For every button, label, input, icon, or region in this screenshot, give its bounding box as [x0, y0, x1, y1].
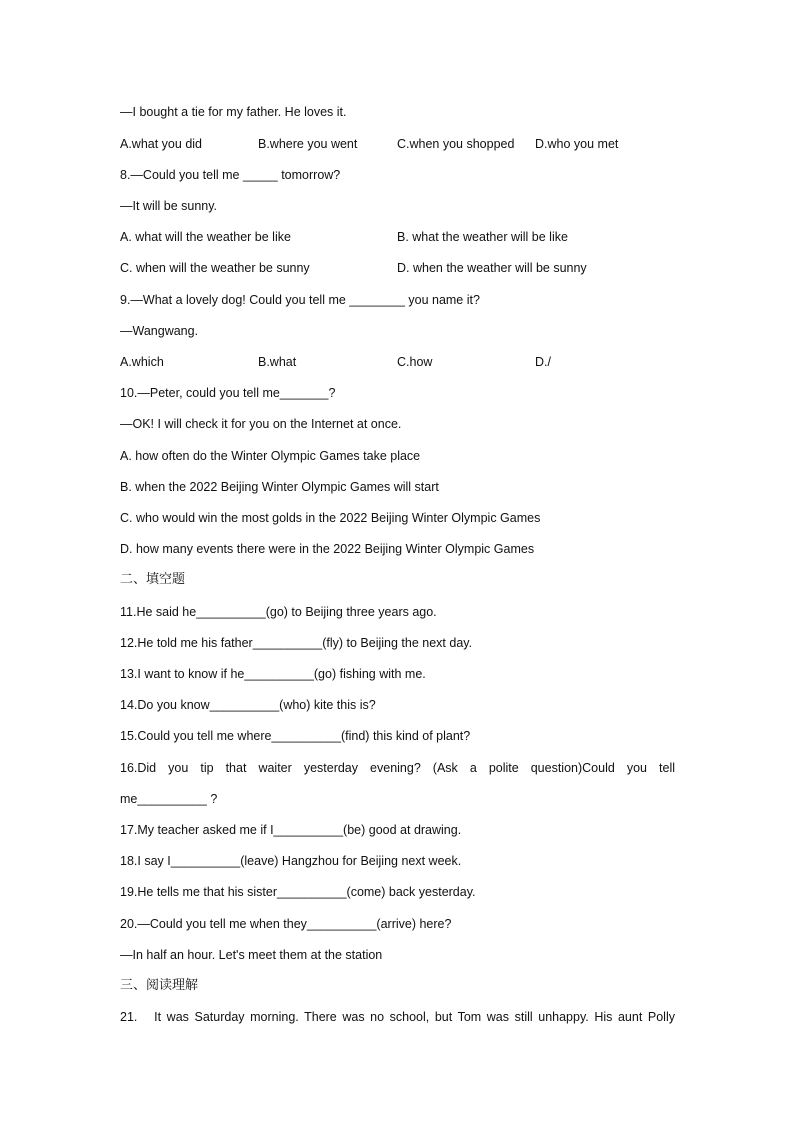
- fill-q16-line2: me__________ ?: [120, 792, 218, 806]
- q9-question: 9.—What a lovely dog! Could you tell me ________ you name it?: [120, 293, 480, 307]
- fill-q20-question: 20.—Could you tell me when they__________(arrive) here?: [120, 917, 452, 931]
- q10-answer: —OK! I will check it for you on the Internet at once.: [120, 417, 402, 431]
- reading-q21-text: 21. It was Saturday morning. There was no school, but Tom was still unhappy. His aunt Polly: [120, 1010, 675, 1024]
- q7-option-b: B.where you went: [258, 137, 358, 151]
- fill-q11: 11.He said he__________(go) to Beijing three years ago.: [120, 605, 437, 619]
- fill-q17: 17.My teacher asked me if I__________(be) good at drawing.: [120, 823, 462, 837]
- fill-q20-answer: —In half an hour. Let's meet them at the station: [120, 948, 383, 962]
- q8-question: 8.—Could you tell me _____ tomorrow?: [120, 168, 341, 182]
- q7-option-a: A.what you did: [120, 137, 202, 151]
- fill-q15: 15.Could you tell me where__________(find) this kind of plant?: [120, 729, 471, 743]
- fill-q16-line1: 16.Did you tip that waiter yesterday evening? (Ask a polite question)Could you tell: [120, 761, 675, 775]
- section-reading-heading: 三、阅读理解: [120, 978, 199, 993]
- q9-option-b: B.what: [258, 355, 297, 369]
- q7-option-c: C.when you shopped: [397, 137, 515, 151]
- q7-option-d: D.who you met: [535, 137, 619, 151]
- fill-q13: 13.I want to know if he__________(go) fishing with me.: [120, 667, 426, 681]
- q8-option-d: D. when the weather will be sunny: [397, 261, 587, 275]
- q10-question: 10.—Peter, could you tell me_______?: [120, 386, 336, 400]
- fill-q19: 19.He tells me that his sister__________(come) back yesterday.: [120, 885, 476, 899]
- q8-option-b: B. what the weather will be like: [397, 230, 568, 244]
- q10-option-c: C. who would win the most golds in the 2022 Beijing Winter Olympic Games: [120, 511, 541, 525]
- q8-option-c: C. when will the weather be sunny: [120, 261, 310, 275]
- q10-option-a: A. how often do the Winter Olympic Games take place: [120, 449, 421, 463]
- q9-answer: —Wangwang.: [120, 324, 199, 338]
- fill-q14: 14.Do you know__________(who) kite this is?: [120, 698, 376, 712]
- q8-answer: —It will be sunny.: [120, 199, 218, 213]
- q9-option-d: D./: [535, 355, 551, 369]
- q10-option-b: B. when the 2022 Beijing Winter Olympic Games will start: [120, 480, 439, 494]
- q9-option-a: A.which: [120, 355, 164, 369]
- q10-option-d: D. how many events there were in the 2022 Beijing Winter Olympic Games: [120, 542, 535, 556]
- q7-answer: —I bought a tie for my father. He loves it.: [120, 105, 347, 119]
- q9-option-c: C.how: [397, 355, 433, 369]
- section-fill-heading: 二、填空题: [120, 572, 186, 587]
- fill-q18: 18.I say I__________(leave) Hangzhou for Beijing next week.: [120, 854, 462, 868]
- q8-option-a: A. what will the weather be like: [120, 230, 291, 244]
- fill-q12: 12.He told me his father__________(fly) to Beijing the next day.: [120, 636, 473, 650]
